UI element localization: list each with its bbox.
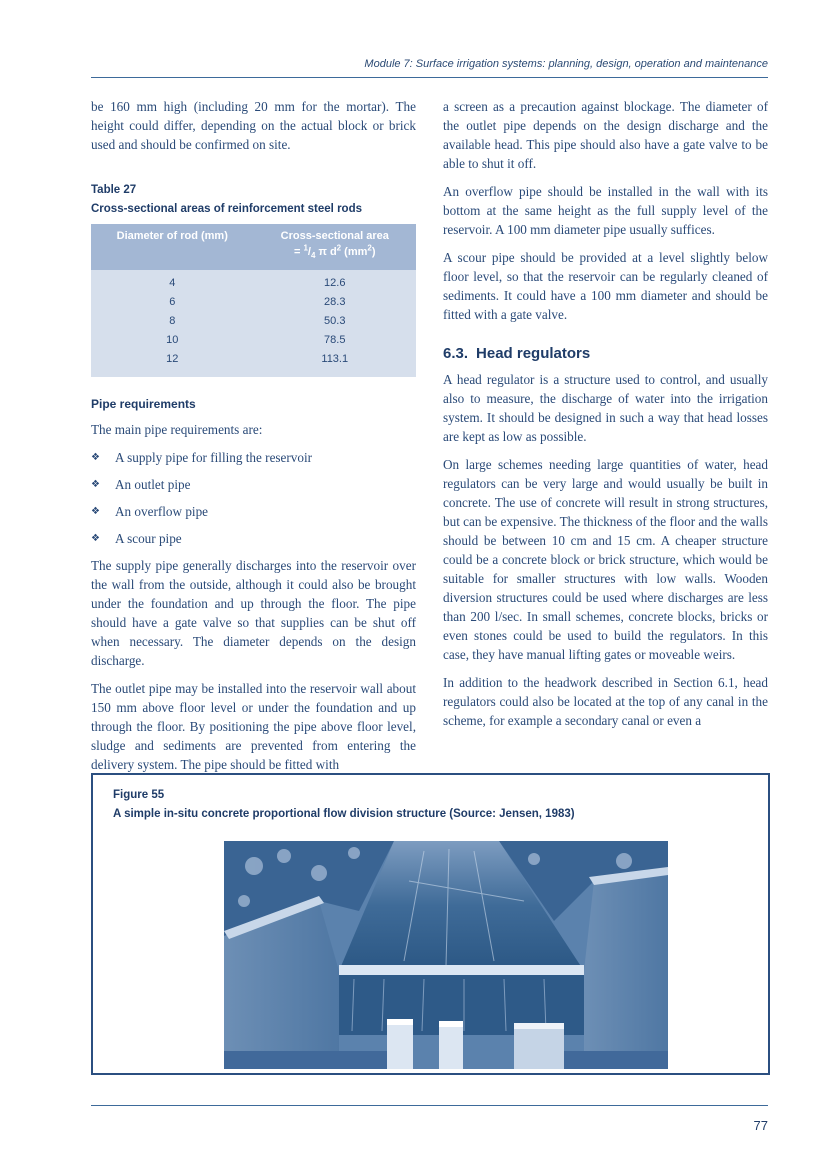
list-item: ❖ An overflow pipe xyxy=(91,503,209,519)
column-header-diameter: Diameter of rod (mm) xyxy=(91,224,254,270)
right-column xyxy=(443,97,768,739)
diameter-cell: 10 xyxy=(166,333,179,346)
diameter-cell: 12 xyxy=(166,352,179,365)
diameter-cell: 6 xyxy=(169,295,176,308)
diameter-cell: 8 xyxy=(169,314,176,327)
scour-pipe-paragraph: A scour pipe should be provided at a level slightly below floor level, so that the reservoir can be regularly cleaned of sediments. It could have a 100 mm diameter and should be fitted with a gate valve. xyxy=(443,250,768,322)
area-cell: 12.6 xyxy=(324,276,346,289)
left-column xyxy=(91,97,416,783)
running-title: Module 7: Surface irrigation systems: planning, design, operation and maintenance xyxy=(364,58,768,70)
footer-rule xyxy=(91,1105,768,1106)
section-number: 6.3. xyxy=(443,345,469,362)
diamond-bullet-icon: ❖ xyxy=(91,451,100,463)
table-row xyxy=(91,331,416,350)
diamond-bullet-icon: ❖ xyxy=(91,505,100,517)
section-heading xyxy=(443,344,768,363)
area-header-line1: Cross-sectional area xyxy=(280,230,389,242)
figure-caption: A simple in-situ concrete proportional flow division structure (Source: Jensen, 1983) xyxy=(113,808,575,820)
area-cell: 50.3 xyxy=(324,314,346,327)
pipe-intro: The main pipe requirements are: xyxy=(91,421,263,437)
header-rule xyxy=(91,77,768,78)
list-item: ❖ A supply pipe for filling the reservoir xyxy=(91,449,313,465)
table-row xyxy=(91,312,416,331)
flow-division-structure-photo xyxy=(224,841,668,1069)
pipe-requirements-heading: Pipe requirements xyxy=(91,396,196,411)
table-label: Table 27 xyxy=(91,184,137,196)
head-regulator-paragraph: A head regulator is a structure used to control, and usually also to measure, the discharge of water into the irrigation system. It should be designed in such a way that head losses are kept as low as possible. xyxy=(443,372,768,444)
list-item: ❖ A scour pipe xyxy=(91,530,182,546)
supply-pipe-paragraph: The supply pipe generally discharges into the reservoir over the wall from the outside, although it could also be brought under the foundation and up through the floor. The pipe should have a gate valve so that supplies can be shut off when necessary. The diameter depends on the design discharge. xyxy=(91,557,416,668)
outlet-pipe-paragraph: The outlet pipe may be installed into the reservoir wall about 150 mm above floor level or under the foundation and up through the floor. By positioning the pipe above floor level, sludge and sediments are prevented from entering the delivery system. The pipe should be fitted with xyxy=(91,680,416,772)
column-header-area xyxy=(254,224,417,270)
intro-paragraph: be 160 mm high (including 20 mm for the mortar). The height could differ, depending on the actual block or brick used and should be confirmed on site. xyxy=(91,99,416,152)
large-schemes-paragraph: On large schemes needing large quantities of water, head regulators can be very large and would usually be built in concrete. The use of concrete will result in strong structures, but can be expensive. The thickness of the floor and the walls should be between 10 cm and 15 cm. A cheaper structure could be a concrete block or brick structure, which would be suitable for smaller structures with low walls. Wooden diversion structures could be used where discharges are less than 200 l/sec. In small schemes, concrete blocks, bricks or even stones could be used to build the regulators. In this case, they have manual lifting gates or moveable weirs. xyxy=(443,457,768,662)
table-row xyxy=(91,293,416,312)
overflow-pipe-paragraph: An overflow pipe should be installed in the wall with its bottom at the same height as the full supply level of the reservoir. A 100 mm diameter pipe usually suffices. xyxy=(443,184,768,237)
list-item: ❖ An outlet pipe xyxy=(91,476,191,492)
figure-box xyxy=(91,773,770,1075)
table-row xyxy=(91,350,416,377)
table-row xyxy=(91,270,416,293)
diameter-cell: 4 xyxy=(169,276,176,289)
area-cell: 28.3 xyxy=(324,295,346,308)
addition-paragraph: In addition to the headwork described in Section 6.1, head regulators could also be located at the top of any canal in the scheme, for example a secondary canal or even a xyxy=(443,675,768,728)
diamond-bullet-icon: ❖ xyxy=(91,532,100,544)
area-cell: 113.1 xyxy=(321,352,349,365)
figure-label: Figure 55 xyxy=(113,789,165,801)
pipe-list xyxy=(91,448,416,548)
area-formula: = $^1/_4$ π $d^2$ $(mm^2)$ xyxy=(293,243,376,260)
rod-area-table xyxy=(91,224,416,377)
section-title: Head regulators xyxy=(476,345,591,362)
page-number: 77 xyxy=(753,1118,768,1133)
area-cell: 78.5 xyxy=(324,333,346,346)
table-caption: Cross-sectional areas of reinforcement steel rods xyxy=(91,203,362,215)
outlet-continued-paragraph: a screen as a precaution against blockage. The diameter of the outlet pipe depends on the design discharge and the available head. This pipe should also have a gate valve to be able to shut it off. xyxy=(443,99,768,171)
diamond-bullet-icon: ❖ xyxy=(91,478,100,490)
